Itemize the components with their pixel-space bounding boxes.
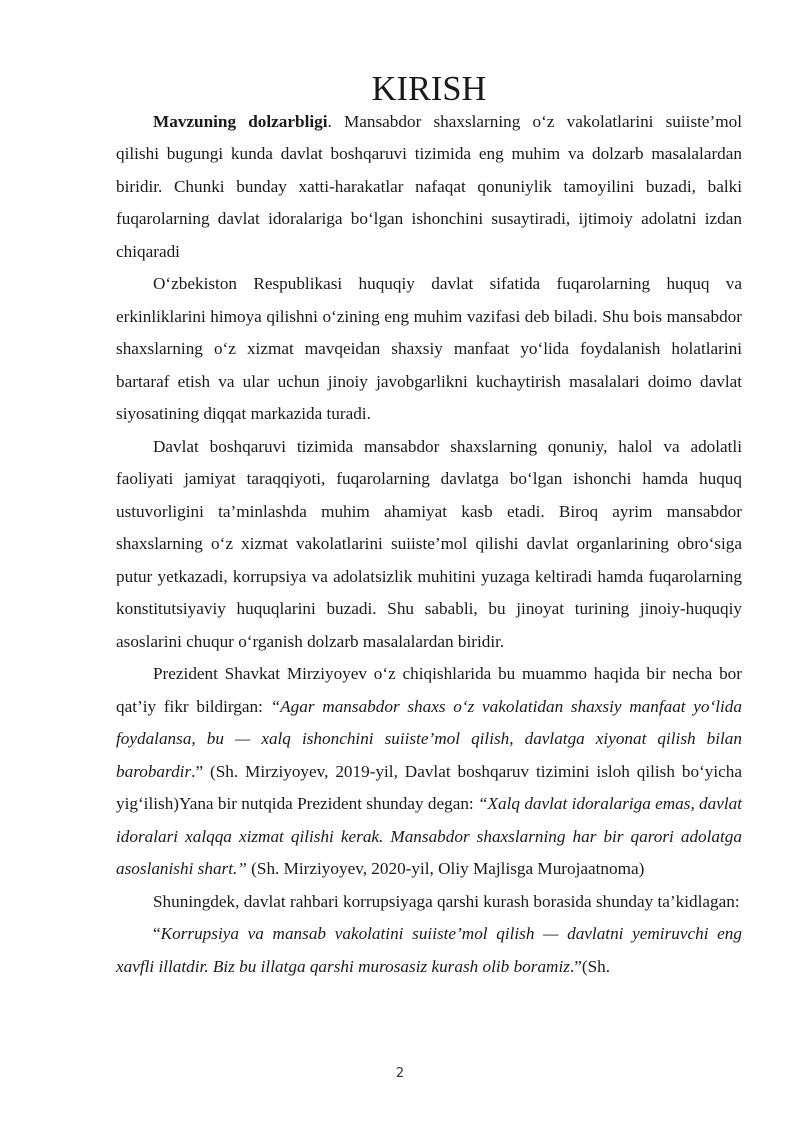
corruption-quote: Korrupsiya va mansab vakolatini suiiste’mol qilish — davlatni yemiruvchi eng xavfli illatdir. Biz bu illatga qarshi murosasiz kurash olib boramiz (116, 924, 742, 976)
page-number: 2 (395, 1066, 405, 1081)
paragraph-president-quotes (116, 658, 742, 886)
paragraph-relevance (116, 106, 742, 269)
paragraph-corruption-quote (116, 918, 742, 983)
page-body (116, 70, 743, 983)
quote-intro: Prezident Shavkat Mirziyoyev o‘z chiqishlarida bu muammo haqida bir necha bor qat’iy fikr bildirgan: (116, 664, 742, 716)
quote-2020: “Xalq davlat idoralariga emas, davlat idoralari xalqqa xizmat qilishi kerak. Mansabdor shaxslarning har bir qarori adolatga asoslanishi shart.” (116, 794, 743, 878)
paragraph-governance: Davlat boshqaruvi tizimida mansabdor shaxslarning qonuniy, halol va adolatli faoliyati jamiyat taraqqiyoti, fuqarolarning davlatga bo‘lgan ishonchi hamda huquq ustuvorligini ta’minlashda muhim ahamiyat kasb etadi. Biroq ayrim mansabdor shaxslarning o‘z xizmat vakolatlarini suiiste’mol qilishi davlat organlarining obro‘siga putur yetkazadi, korrupsiya va adolatsizlik muhitini yuzaga keltiradi hamda fuqarolarning konstitutsiyaviy huquqlarini buzadi. Shu sababli, bu jinoyat turining jinoiy-huquqiy asoslarini chuqur o‘rganish dolzarb masalalardan biridir. (116, 436, 742, 651)
corruption-quote-tail: .”(Sh. (569, 956, 611, 976)
corruption-quote-open: “ (153, 924, 161, 943)
section-heading: KIRISH (371, 70, 487, 108)
paragraph-anticorruption-intro: Shuningdek, davlat rahbari korrupsiyaga qarshi kurash borasida shunday ta’kidlagan: (153, 891, 740, 911)
quote-2019: “Agar mansabdor shaxs o‘z vakolatidan shaxsiy manfaat yo‘lida foydalansa, bu — xalq ishonchini suiiste’mol qilish, davlatga xiyonat qilish bilan barobardir (116, 696, 742, 781)
paragraph-uzbekistan: O‘zbekiston Respublikasi huquqiy davlat sifatida fuqarolarning huquq va erkinliklarini himoya qilishni o‘zining eng muhim vazifasi deb biladi. Shu bois mansabdor shaxslarning o‘z xizmat mavqeidan shaxsiy manfaat yo‘lida foydalanish holatlarini bartaraf etish va ular uchun jinoiy javobgarlikni kuchaytirish masalalari doimo davlat siyosatining diqqat markazida turadi. (116, 274, 742, 423)
relevance-lead: Mavzuning dolzarbligi (153, 111, 328, 131)
quote-2020-source: (Sh. Mirziyoyev, 2020-yil, Oliy Majlisga Murojaatnoma) (246, 859, 645, 878)
quote-2019-source: .” (Sh. Mirziyoyev, 2019-yil, Davlat boshqaruv tizimini isloh qilish bo‘yicha yig‘ilish)Yana bir nutqida Prezident shunday degan: (116, 761, 742, 813)
relevance-text: . Mansabdor shaxslarning o‘z vakolatlarini suiiste’mol qilishi bugungi kunda davlat boshqaruvi tizimida eng muhim va dolzarb masalalardan biridir. Chunki bunday xatti-harakatlar nafaqat qonuniylik tamoyilini buzadi, balki fuqarolarning davlat idoralariga bo‘lgan ishonchini susaytiradi, ijtimoiy adolatni izdan chiqaradi (116, 111, 743, 261)
